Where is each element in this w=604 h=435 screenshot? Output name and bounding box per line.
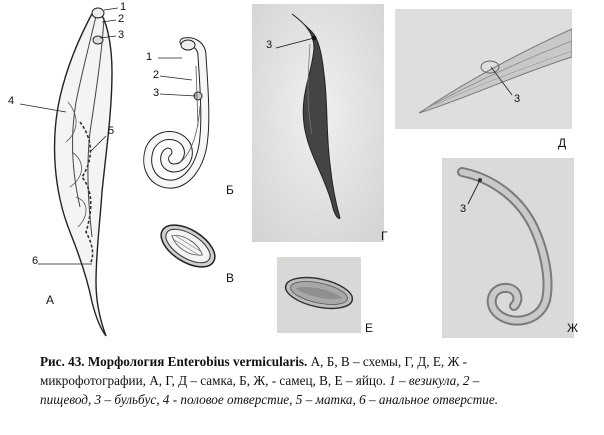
- label-2-esophagus-b: 2: [153, 69, 160, 81]
- drawing-female-worm-a: [20, 2, 140, 340]
- caption-title: Морфология Enterobius vermicularis.: [87, 354, 308, 369]
- drawing-male-worm-b: [138, 36, 238, 196]
- label-3-bulb: 3: [118, 29, 125, 41]
- label-5-uterus: 5: [108, 125, 115, 137]
- photo-egg-e: [277, 257, 361, 333]
- caption-line1-rest: А, Б, В – схемы, Г, Д, Е, Ж -: [307, 354, 467, 369]
- label-2-esophagus: 2: [118, 13, 125, 25]
- panel-label-e: Е: [365, 321, 374, 335]
- caption-legend-1: 1 – везикула, 2 –: [389, 373, 480, 388]
- caption-line-2: [40, 371, 596, 390]
- caption-line-1: [40, 352, 596, 371]
- caption-figure-number: Рис. 43.: [40, 354, 85, 369]
- drawing-egg-v: [155, 216, 221, 276]
- panel-label-d: Д: [558, 136, 567, 150]
- label-1-vesicle: 1: [120, 1, 127, 13]
- panel-label-b: Б: [226, 183, 234, 197]
- label-4-genital-opening: 4: [8, 95, 15, 107]
- label-3-bulb-d: 3: [514, 93, 521, 105]
- label-3-bulb-zh: 3: [460, 203, 467, 215]
- label-3-bulb-g: 3: [266, 39, 273, 51]
- photo-male-zh: [442, 158, 574, 338]
- photo-female-anterior-d: [395, 9, 572, 129]
- panel-label-zh: Ж: [567, 321, 579, 335]
- label-6-anus: 6: [32, 255, 39, 267]
- label-3-bulb-b: 3: [153, 87, 160, 99]
- caption-line2-text: микрофотографии, А, Г, Д – самка, Б, Ж, - самец, В, Е – яйцо.: [40, 373, 390, 388]
- label-1-vesicle-b: 1: [146, 51, 153, 63]
- caption-legend-2: пищевод, 3 – бульбус, 4 - половое отверстие, 5 – матка, 6 – анальное отверстие.: [40, 392, 499, 407]
- panel-label-v: В: [226, 271, 235, 285]
- panel-label-g: Г: [381, 229, 388, 243]
- panel-label-a: А: [46, 293, 55, 307]
- figure-caption: [40, 352, 596, 409]
- caption-line-3: [40, 390, 596, 409]
